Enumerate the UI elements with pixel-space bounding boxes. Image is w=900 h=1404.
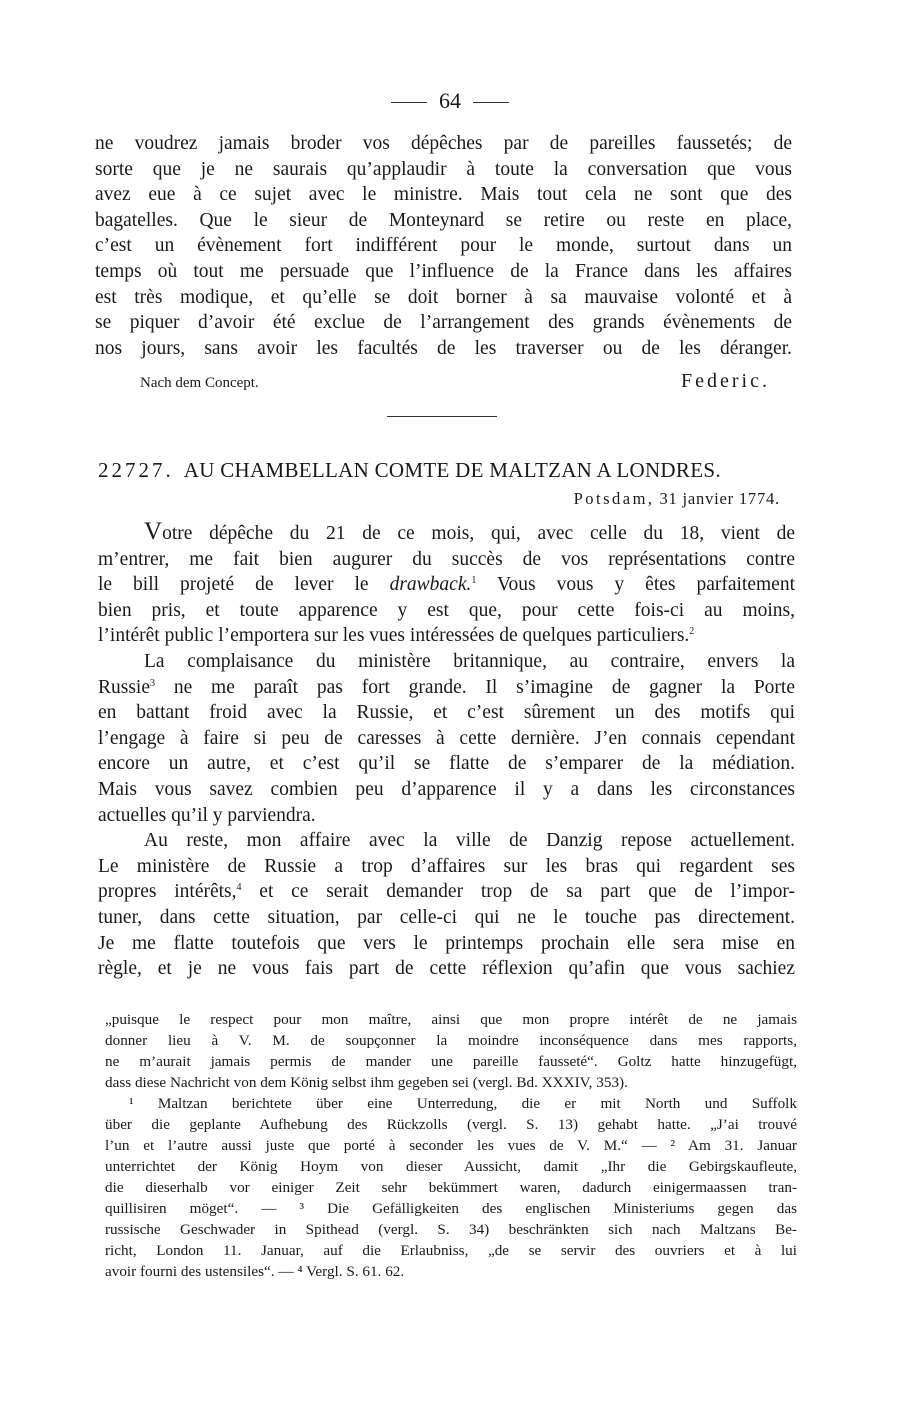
- footnote-line: „puisque le respect pour mon maître, ainsi que mon propre intérêt de ne jamais: [105, 1011, 797, 1028]
- dateline-place: Potsdam,: [573, 489, 655, 508]
- text-line: se piquer d’avoir été exclue de l’arrangement des grands évènements de: [95, 312, 792, 334]
- paragraph-line: bien pris, et toute apparence y est que, pour cette fois-ci au moins,: [98, 599, 795, 621]
- footnote-line: donner lieu à V. M. de soupçonner la moindre inconséquence dans mes rapports,: [105, 1032, 797, 1049]
- paragraph-line: tuner, dans cette situation, par celle-ci qui ne le touche pas directement.: [98, 906, 795, 928]
- paragraph-line: le bill projeté de lever le drawback.$^1$ Vous vous y êtes parfaitement: [98, 574, 795, 596]
- document-number: 22727.: [98, 458, 174, 482]
- text-line: temps où tout me persuade que l’influence de la France dans les affaires: [95, 260, 792, 282]
- paragraph-line: Russie$^3$ ne me paraît pas fort grande. Il s’imagine de gagner la Porte: [98, 676, 795, 698]
- paragraph-line: l’intérêt public l’emportera sur les vues intéressées de quelques particuliers.$^2$: [98, 625, 695, 647]
- text-line: ne voudrez jamais broder vos dépêches par de pareilles faussetés; de: [95, 133, 792, 154]
- paragraph-line: Je me flatte toutefois que vers le printemps prochain elle sera mise en: [98, 932, 795, 954]
- footnote-line: avoir fourni des ustensiles“. — ⁴ Vergl. S. 61. 62.: [105, 1263, 405, 1280]
- paragraph-line: La complaisance du ministère britannique, au contraire, envers la: [144, 650, 795, 672]
- footnote-line: unterrichtet der König Hoym von dieser Aussicht, damit „Ihr die Gebirgskaufleute,: [105, 1158, 797, 1175]
- paragraph-line: en battant froid avec la Russie, et c’est sûrement un des motifs qui: [98, 702, 795, 724]
- footnote-line: ne m’aurait jamais permis de mander une pareille fausseté“. Goltz hatte hinzugefügt,: [105, 1053, 797, 1070]
- footnote-line: quillisiren möget“. — ³ Die Gefälligkeiten des englischen Ministeriums gegen das: [105, 1200, 797, 1217]
- footnote-ref: 2: [689, 626, 695, 638]
- document-title: AU CHAMBELLAN COMTE DE MALTZAN A LONDRES.: [183, 458, 721, 482]
- footnote-line: dass diese Nachricht von dem König selbst ihm gegeben sei (vergl. Bd. XXXIV, 353).: [105, 1074, 628, 1091]
- text-line: est très modique, et qu’elle se doit borner à sa mauvaise volonté et à: [95, 286, 792, 308]
- footnote-line: russische Geschwader in Spithead (vergl. S. 34) beschränkten sich nach Maltzans Be-: [105, 1221, 797, 1238]
- paragraph-line: l’engage à faire si peu de caresses à cette dernière. J’en connais cependant: [98, 727, 795, 749]
- footnote-ref: 3: [150, 677, 156, 689]
- page-number: 64: [439, 88, 461, 113]
- signoff-row: [95, 370, 770, 393]
- drop-initial: V: [144, 518, 163, 545]
- footnote-ref: 4: [236, 882, 242, 894]
- paragraph-line: Au reste, mon affaire avec la ville de Danzig repose actuellement.: [144, 830, 795, 852]
- footnote-line: die dieserhalb vor einiger Zeit sehr bekümmert waren, dadurch einigermaassen tran-: [105, 1179, 797, 1196]
- text-line: avez eue à ce sujet avec le ministre. Mais tout cela ne sont que des: [95, 184, 792, 206]
- footnote-line: über die geplante Aufhebung des Rückzolls (vergl. S. 13) gehabt hatte. „J’ai trouvé: [105, 1116, 797, 1133]
- footnotes: [105, 1009, 797, 1282]
- dateline: [420, 489, 780, 509]
- source-note: Nach dem Concept.: [140, 375, 259, 391]
- paragraph-line: encore un autre, et c’est qu’il se flatte de s’emparer de la médiation.: [98, 753, 795, 775]
- text-line: c’est un évènement fort indifférent pour le monde, surtout dans un: [95, 235, 792, 257]
- paragraph-line: Le ministère de Russie a trop d’affaires sur les bras qui regardent ses: [98, 855, 795, 877]
- text-line: sorte que je ne saurais qu’applaudir à toute la conversation que vous: [95, 158, 792, 180]
- continuation-text: [95, 131, 792, 361]
- paragraph-line: Mais vous savez combien peu d’apparence il y a dans les circonstances: [98, 778, 795, 800]
- footnote-line: richt, London 11. Januar, auf die Erlaubniss, „de se servir des ouvriers et à lui: [105, 1242, 797, 1259]
- text-line: nos jours, sans avoir les facultés de les traverser ou de les déranger.: [95, 337, 792, 359]
- section-divider: [387, 416, 497, 417]
- paragraph-line: Votre dépêche du 21 de ce mois, qui, avec celle du 18, vient de: [144, 518, 795, 545]
- footnote-line: ¹ Maltzan berichtete über eine Unterredung, die er mit North und Suffolk: [129, 1095, 797, 1112]
- header-dash-right: [473, 102, 509, 103]
- footnote-line: l’un et l’autre aussi juste que porté à seconder les vues de V. M.“ — ² Am 31. Januar: [105, 1137, 797, 1154]
- paragraph-line: règle, et je ne vous fais part de cette réflexion qu’afin que vous sachiez: [98, 958, 795, 980]
- document-heading: [98, 458, 793, 483]
- paragraph-line: m’entrer, me fait bien augurer du succès de vos représentations contre: [98, 548, 795, 570]
- paragraph-line: actuelles qu’il y parviendra.: [98, 804, 316, 826]
- header-dash-left: [391, 102, 427, 103]
- letter-body: [98, 519, 795, 982]
- page-header: [0, 88, 900, 114]
- text-line: bagatelles. Que le sieur de Monteynard se retire ou reste en place,: [95, 209, 792, 231]
- dateline-date: 31 janvier 1774.: [659, 489, 780, 508]
- paragraph-line: propres intérêts,$^4$ et ce serait demander trop de sa part que de l’impor-: [98, 881, 795, 903]
- footnote-ref: 1: [471, 575, 477, 587]
- signature: Federic.: [681, 370, 770, 392]
- italic-term: drawback.: [389, 574, 472, 596]
